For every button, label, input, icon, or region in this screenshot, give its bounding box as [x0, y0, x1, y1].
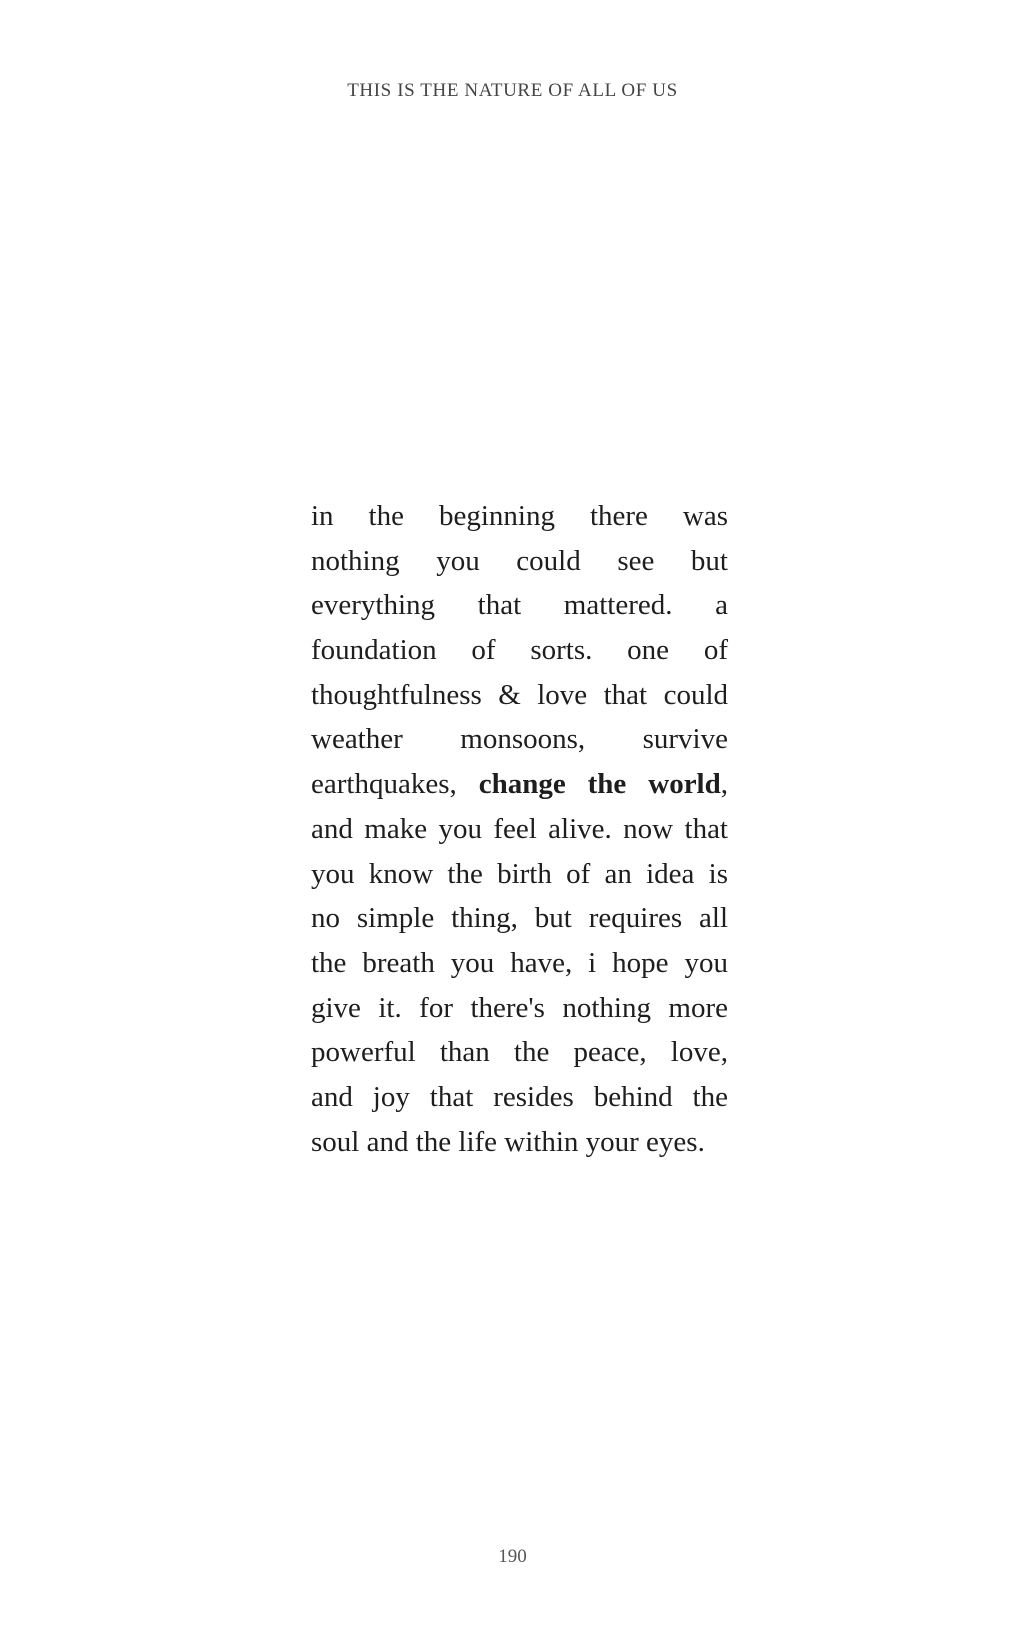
- paragraph-line: thoughtfulness & love that could: [311, 678, 728, 711]
- emphasized-phrase: change the world: [478, 768, 721, 801]
- paragraph-line: the breath you have, i hope you: [311, 946, 728, 979]
- line-text: earthquakes,: [311, 768, 457, 801]
- paragraph-line: and make you feel alive. now that: [311, 812, 728, 845]
- paragraph-line: soul and the life within your eyes.: [311, 1125, 705, 1158]
- paragraph-line: everything that mattered. a: [311, 589, 728, 622]
- body-paragraph: [311, 494, 728, 1164]
- paragraph-line: powerful than the peace, love,: [311, 1036, 728, 1069]
- paragraph-line: no simple thing, but requires all: [311, 902, 728, 935]
- paragraph-line: foundation of sorts. one of: [311, 634, 728, 667]
- paragraph-line: [311, 762, 728, 807]
- paragraph-line: in the beginning there was: [311, 500, 728, 532]
- line-punctuation: ,: [720, 768, 728, 801]
- running-header: THIS IS THE NATURE OF ALL OF US: [347, 80, 678, 101]
- paragraph-line: weather monsoons, survive: [311, 723, 728, 756]
- page-number: 190: [498, 1546, 527, 1567]
- paragraph-line: nothing you could see but: [311, 544, 728, 577]
- paragraph-line: and joy that resides behind the: [311, 1080, 728, 1113]
- paragraph-line: you know the birth of an idea is: [311, 857, 728, 890]
- paragraph-line: give it. for there's nothing more: [311, 991, 728, 1024]
